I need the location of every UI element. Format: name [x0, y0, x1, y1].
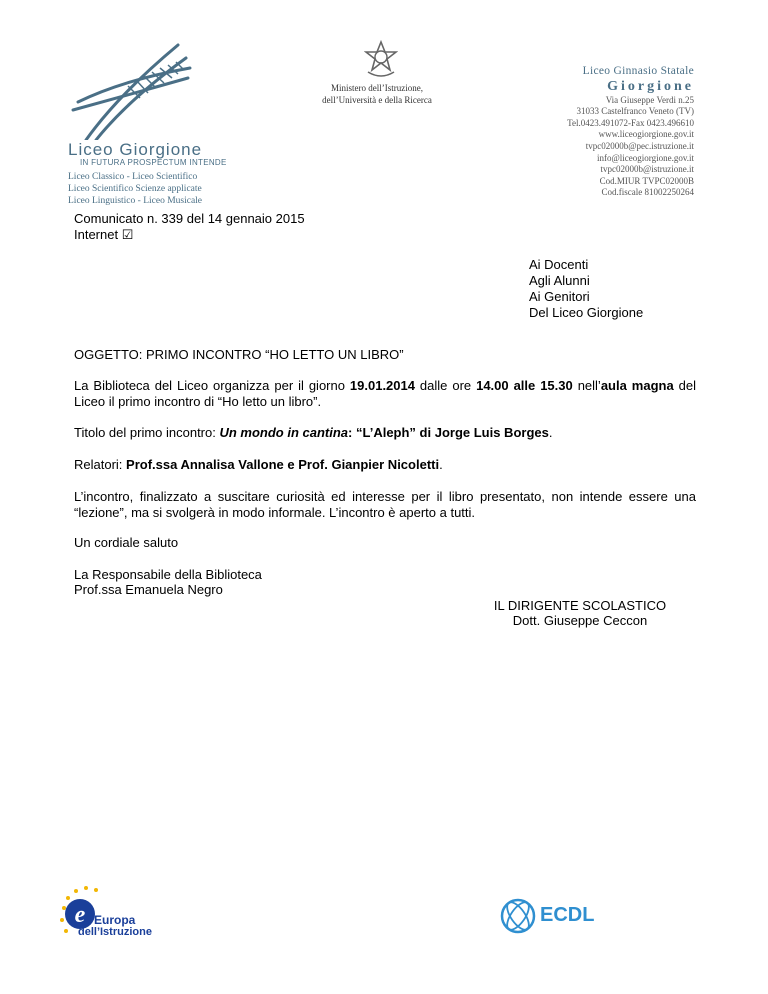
recipient: Agli Alunni [529, 273, 590, 288]
liceo-giorgione-logo-icon [68, 40, 198, 140]
logo-name: Liceo Giorgione [68, 140, 203, 159]
school-contact-block [567, 66, 694, 199]
paragraph-description: L’incontro, finalizzato a suscitare curiosità ed interesse per il libro presentato, non intende essere una “lezione”, ma si svolgerà in modo informale. L’incontro è aperto a tutti. [74, 489, 696, 520]
paragraph-title: Titolo del primo incontro: Un mondo in cantina: “L’Aleph” di Jorge Luis Borges. [74, 425, 553, 440]
internet-flag: Internet ☑ [74, 227, 134, 242]
italian-republic-emblem-icon [364, 40, 398, 80]
eu-logo-line1: Europa [94, 913, 136, 927]
ecdl-globe-icon [500, 898, 536, 934]
memo-number: Comunicato n. 339 del 14 gennaio 2015 [74, 211, 305, 226]
course-line: Liceo Scientifico Scienze applicate [68, 184, 202, 194]
ministry-label [306, 82, 448, 106]
course-list [68, 171, 202, 207]
svg-text:e: e [74, 902, 86, 928]
paragraph-speakers: Relatori: Prof.ssa Annalisa Vallone e Prof. Gianpier Nicoletti. [74, 457, 443, 472]
recipient: Ai Docenti [529, 257, 589, 272]
ecdl-logo [500, 898, 610, 934]
school-miur-code: Cod.MIUR TVPC02000B [599, 175, 694, 186]
librarian-role: La Responsabile della Biblioteca [74, 567, 262, 582]
course-line: Liceo Classico - Liceo Scientifico [68, 172, 198, 182]
librarian-name: Prof.ssa Emanuela Negro [74, 582, 223, 597]
head-role: IL DIRIGENTE SCOLASTICO [493, 598, 667, 613]
recipient: Ai Genitori [529, 289, 590, 304]
ecdl-text: ECDL [540, 904, 595, 926]
event-time: 14.00 alle 15.30 [476, 378, 573, 393]
school-brand: Giorgione [607, 78, 694, 94]
course-line: Liceo Linguistico - Liceo Musicale [68, 196, 203, 206]
school-website: www.liceogiorgione.gov.it [598, 129, 694, 140]
school-address: Via Giuseppe Verdi n.25 [605, 94, 694, 105]
school-email: tvpc02000b@istruzione.it [600, 164, 694, 175]
subject-line: OGGETTO: PRIMO INCONTRO “HO LETTO UN LIBRO” [74, 347, 404, 362]
recipient: Del Liceo Giorgione [529, 305, 644, 320]
eu-logo-line2: dell’Istruzione [78, 926, 152, 938]
recipients [529, 257, 643, 321]
event-place: aula magna [600, 378, 674, 393]
school-name: Liceo Ginnasio Statale [582, 65, 694, 77]
ministry-line: dell’Università e della Ricerca [322, 95, 432, 105]
school-city: 31033 Castelfranco Veneto (TV) [576, 106, 694, 117]
book-title: : “L’Aleph” di Jorge Luis Borges [348, 425, 549, 440]
speakers: Prof.ssa Annalisa Vallone e Prof. Gianpier Nicoletti [126, 457, 440, 472]
school-info-email: info@liceogiorgione.gov.it [596, 152, 694, 163]
school-phone: Tel.0423.491072-Fax 0423.496610 [567, 117, 694, 128]
greeting: Un cordiale saluto [74, 535, 179, 550]
meeting-title: Un mondo in cantina [219, 425, 349, 440]
europa-istruzione-logo [58, 886, 152, 947]
logo-motto: IN FUTURA PROSPECTUM INTENDE [80, 158, 227, 167]
ministry-line: Ministero dell’Istruzione, [331, 83, 423, 93]
school-fiscal-code: Cod.fiscale 81002250264 [601, 187, 694, 198]
event-date: 19.01.2014 [349, 378, 415, 393]
school-pec-email: tvpc02000b@pec.istruzione.it [585, 140, 694, 151]
paragraph-event: La Biblioteca del Liceo organizza per il giorno 19.01.2014 dalle ore 14.00 alle 15.30 nell’aula magna del Liceo il primo incontro di “Ho letto un libro”. [74, 378, 696, 409]
head-name: Dott. Giuseppe Ceccon [512, 613, 648, 628]
